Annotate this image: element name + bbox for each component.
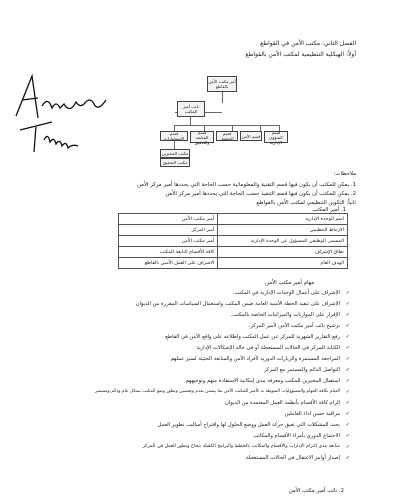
table-row: [119, 225, 348, 236]
section2-title: ثانياً: التكوين التنظيمي لمكتب الأمن بالقواطع: [256, 200, 356, 206]
table-row: [119, 236, 348, 247]
duty-item: ✓ ترشيح نائب أمير مكتب الأمن لأمير المركز.: [249, 323, 340, 329]
org-box-unit: قسم الشؤون الإدارية: [264, 131, 288, 143]
org-box-unit: قسم التحقيق: [216, 131, 238, 141]
duty-item: ✓ إلزام كافة الأقسام بأنظمة العمل المعتمدة من الديوان: [225, 400, 340, 406]
org-box-top: أمر مكتب الأمن بالقاطع: [207, 76, 237, 92]
duty-item: ✓ الإقرار على الموازنات والميزانيات الخاصة بالمكتب.: [231, 312, 340, 318]
org-box-unit: قسم الأمن: [240, 131, 262, 141]
table-cell-label: الهدف العام: [218, 258, 348, 269]
chapter-heading: الفصل الثاني: مكتب الأمن في القواطع: [260, 40, 356, 47]
section-heading: أولاً: الهيكلية التنظيمية لمكتب الأمن بالقواطع: [245, 51, 356, 58]
duty-item: ✓ رفع التقارير الشهرية للمركز عن عمل المكتب واطلاعه على واقع الأمن في القاطع: [165, 334, 340, 340]
table-cell-label: المسمى الوظيفي للمسؤول عن الوحدة الإدارية: [218, 236, 348, 247]
table-cell-value: أمير مكتب الأمن: [119, 236, 218, 247]
note-item: 2. يمكن للمكتب أن يكون فيها قسم التنفيذ حسب الحاجة التي يحددها أمير مركز الأمن: [165, 191, 356, 197]
org-box-unit: قسم المتابعة والتدقيق: [190, 131, 214, 143]
duty-item: ✓ الاجتماع الدوري بأمراء الأقسام والمكاتب: [253, 433, 340, 439]
table-row: [119, 214, 348, 225]
table-cell-label: الارتباط التنظيمي: [218, 225, 348, 236]
org-box-subunit: مكتب التحقيق: [160, 158, 190, 167]
duty-item: ✓ الإشراف على تنفيذ الخطة الأمنية العامة ضمن المكتب واستعمال السياسات المقررة من الديوان: [136, 301, 340, 307]
duties-title: مهام أمير مكتب الأمن: [265, 280, 314, 286]
duty-item: ✓ متابعة مدى التزام الإدارات والأقسام والمكاتب بالخطط والبرامج الكفيلة بنجاح وتطور العمل في المركز: [143, 444, 340, 450]
duty-item: ✓ المراجعة المستمرة والزيارات الدورية لأفراد الأمن والمتابعة الحثيثة لسير عملهم: [171, 356, 340, 362]
duty-item: ✓ الكتابة للمركز في الحالات المستعجلة أو في حالة الإشكالات الإدارية: [196, 345, 340, 351]
table-cell-value: أمير مكتب الأمن: [119, 214, 218, 225]
note-item: 1. يمكن للمكتب أن يكون فيها قسم التقنية والمعلوماتية حسب الحاجة التي يحددها أمير مركز الأمن: [136, 182, 356, 188]
section2-subtitle: 1. أمير المكتب: [312, 207, 346, 213]
duty-item: ✓ الإشراف على أعمال الوحدات الإدارية في المكتب.: [233, 290, 340, 296]
table-cell-label: اسم الوحدة الإدارية: [218, 214, 348, 225]
duty-item: ✓ مراقبة حسن اداء العاملين: [285, 411, 340, 417]
duty-item: ✓ التواصل الدائم والمستمر مع المركز: [264, 367, 340, 373]
table-row: [119, 247, 348, 258]
handwritten-signature: [8, 68, 128, 158]
table-cell-value: كافة الأقسام التابعة للمكتب: [119, 247, 218, 258]
notes-title: ملاحظات:: [333, 171, 356, 177]
table-row: [119, 258, 348, 269]
table-cell-value: الاشراف على العمل الأمني بالقاطع: [119, 258, 218, 269]
duty-item: ✓ إصدار أوامر الاعتقال في الحالات المستعجلة.: [244, 455, 340, 461]
footer-item: 2. نائب أمير مكتب الأمن: [288, 488, 344, 494]
org-box-subunit: مكتب المخبرين: [161, 151, 189, 156]
duty-item: ✓ القيام بكافة المهام والمسؤوليات المنوطة به كأمير للمكتب الأمن بما يضمن تقدم وتحسين وتطور وضع المكتب بشكل عام ودائم ومستمر: [95, 389, 340, 395]
duty-item: ✓ استقبال المخبرين للمكتب ومعرفة مدى إمكانية الاستفادة منهم وتوجيههم: [186, 378, 340, 384]
info-table: [118, 213, 348, 269]
table-cell-label: نطاق الإشراف: [218, 247, 348, 258]
table-cell-value: أمير المركز: [119, 225, 218, 236]
org-box-deputy: نائب أمير المكتب: [177, 101, 205, 117]
org-box-unit: قسم الاستخبارات: [160, 131, 188, 141]
duty-item: ✓ بحث المشكلات التي تعيق حركة العمل ووضع الحلول لها واقتراح أساليب تطوير العمل: [158, 422, 340, 428]
